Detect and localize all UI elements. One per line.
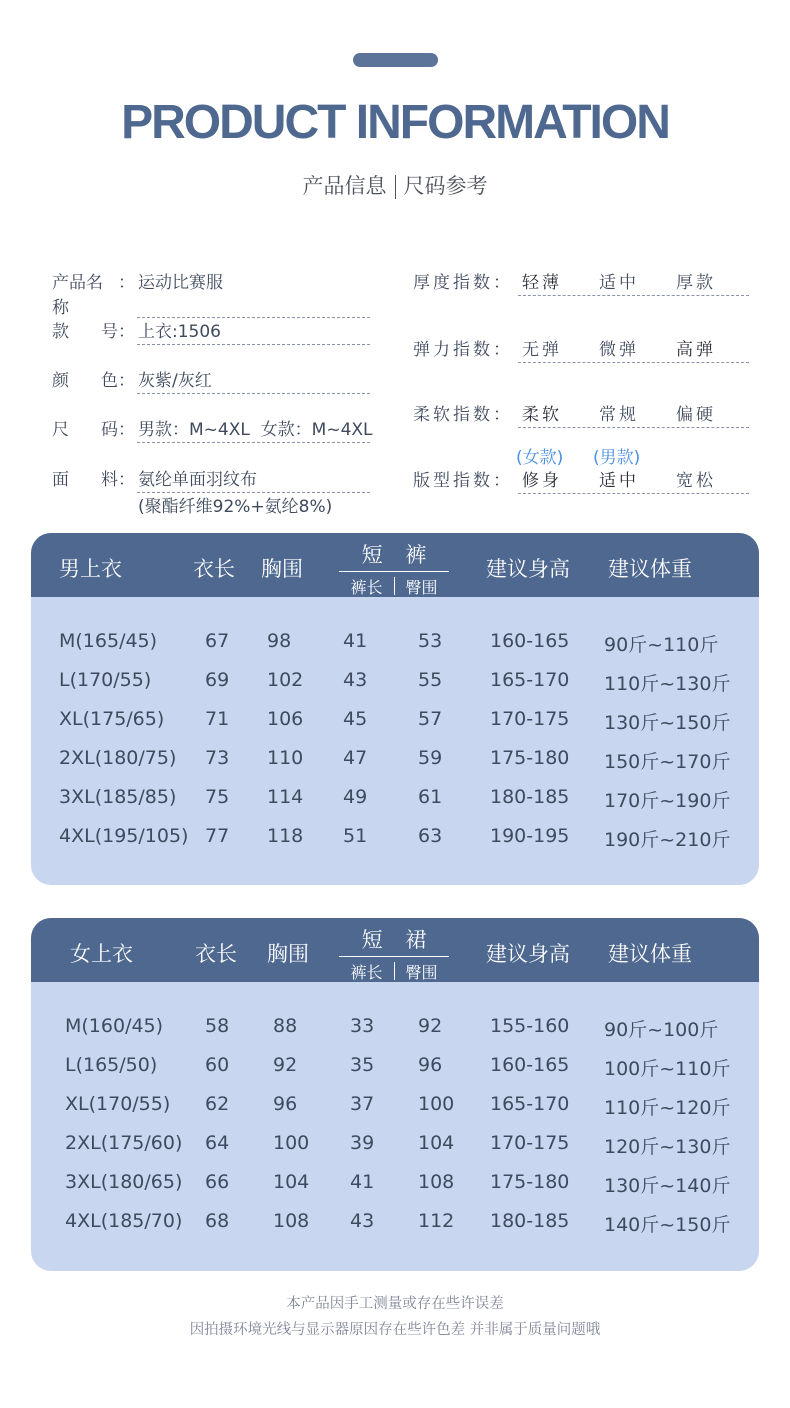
chest-cell: 106 [267, 708, 304, 730]
header-pants-group [339, 539, 449, 597]
height-cell: 165-170 [490, 1093, 570, 1115]
chest-cell: 102 [267, 669, 304, 691]
header-height: 建议身高 [486, 942, 570, 966]
header-pants-length: 裤长 [350, 963, 383, 982]
index-option: 常规 [599, 405, 639, 425]
index-elasticity-row [413, 335, 749, 363]
length-cell: 69 [205, 669, 230, 691]
index-option: 适中 [599, 273, 639, 293]
footer-note-color: 因拍摄环境光线与显示器原因存在些许色差 并非属于质量问题哦 [189, 1322, 601, 1338]
index-option: 轻薄 [522, 273, 562, 293]
hip-cell: 61 [418, 786, 443, 808]
hip-cell: 112 [418, 1210, 455, 1232]
hip-cell: 53 [418, 630, 443, 652]
table-row [31, 1163, 759, 1202]
index-option: 厚款 [676, 273, 716, 293]
chest-cell: 114 [267, 786, 304, 808]
header-pants: 短 裤 [361, 543, 435, 567]
height-cell: 175-180 [490, 1171, 570, 1193]
pants-length-cell: 35 [350, 1054, 375, 1076]
women-table-header [31, 918, 759, 982]
length-cell: 66 [205, 1171, 230, 1193]
height-cell: 190-195 [490, 825, 570, 847]
fit-tag-men: (男款) [593, 448, 641, 468]
header-length: 衣长 [195, 942, 237, 966]
header-pants-length: 裤长 [350, 578, 383, 597]
header-chest: 胸围 [267, 942, 309, 966]
subtitle-divider [395, 175, 396, 199]
chest-cell: 100 [273, 1132, 310, 1154]
weight-cell: 90斤~110斤 [604, 634, 719, 656]
size-cell: 4XL(185/70) [65, 1210, 183, 1232]
length-cell: 67 [205, 630, 230, 652]
chest-cell: 108 [273, 1210, 310, 1232]
table-row [31, 1046, 759, 1085]
size-cell: 3XL(185/85) [59, 786, 177, 808]
index-option: 柔软 [522, 405, 562, 425]
fit-tag-women: (女款) [516, 448, 564, 468]
weight-cell: 130斤~140斤 [604, 1175, 731, 1197]
men-table-header [31, 533, 759, 597]
header-chest: 胸围 [261, 557, 303, 581]
pants-length-cell: 43 [350, 1210, 375, 1232]
pants-length-cell: 41 [350, 1171, 375, 1193]
size-cell: L(165/50) [65, 1054, 158, 1076]
pants-length-cell: 49 [343, 786, 368, 808]
pants-length-cell: 47 [343, 747, 368, 769]
pants-length-cell: 45 [343, 708, 368, 730]
header-item: 男上衣 [59, 557, 122, 581]
index-option: 高弹 [676, 340, 716, 360]
weight-cell: 120斤~130斤 [604, 1136, 731, 1158]
index-thickness-label: 厚度指数： [413, 273, 513, 293]
weight-cell: 100斤~110斤 [604, 1058, 731, 1080]
attr-fabric-composition: (聚酯纤维92%+氨纶8%) [138, 497, 333, 517]
subtitle-size-reference: 尺码参考 [403, 174, 488, 198]
index-elasticity-label: 弹力指数： [413, 340, 513, 360]
weight-cell: 90斤~100斤 [604, 1019, 719, 1041]
height-cell: 160-165 [490, 630, 570, 652]
subtitle-product-info: 产品信息 [302, 174, 387, 198]
attr-name-row [52, 268, 370, 318]
length-cell: 60 [205, 1054, 230, 1076]
hip-cell: 59 [418, 747, 443, 769]
hip-cell: 55 [418, 669, 443, 691]
table-row [31, 1202, 759, 1241]
table-row [31, 778, 759, 817]
hip-cell: 92 [418, 1015, 443, 1037]
attr-size-row [52, 415, 373, 443]
header-weight: 建议体重 [608, 942, 692, 966]
pants-length-cell: 43 [343, 669, 368, 691]
index-option: 无弹 [522, 340, 562, 360]
table-row [31, 1124, 759, 1163]
height-cell: 170-175 [490, 1132, 570, 1154]
attr-code-value: 上衣:1506 [137, 317, 370, 345]
height-cell: 170-175 [490, 708, 570, 730]
table-row [31, 661, 759, 700]
attr-code-row [52, 317, 370, 345]
height-cell: 165-170 [490, 669, 570, 691]
height-cell: 160-165 [490, 1054, 570, 1076]
length-cell: 77 [205, 825, 230, 847]
size-cell: 2XL(175/60) [65, 1132, 183, 1154]
header-height: 建议身高 [486, 557, 570, 581]
length-cell: 68 [205, 1210, 230, 1232]
header-length: 衣长 [193, 557, 235, 581]
men-size-table [31, 533, 759, 885]
header-hip: 臀围 [405, 578, 438, 597]
pants-length-cell: 39 [350, 1132, 375, 1154]
size-cell: 4XL(195/105) [59, 825, 189, 847]
chest-cell: 98 [267, 630, 292, 652]
size-cell: 2XL(180/75) [59, 747, 177, 769]
attr-name-value: 运动比赛服 [137, 268, 370, 318]
pants-length-cell: 33 [350, 1015, 375, 1037]
header-item: 女上衣 [70, 942, 133, 966]
hip-cell: 57 [418, 708, 443, 730]
length-cell: 64 [205, 1132, 230, 1154]
index-fit-row [413, 466, 749, 494]
index-thickness-row [413, 268, 749, 296]
height-cell: 155-160 [490, 1015, 570, 1037]
index-option: 适中 [599, 471, 639, 491]
chest-cell: 110 [267, 747, 304, 769]
pants-length-cell: 37 [350, 1093, 375, 1115]
size-cell: M(160/45) [65, 1015, 164, 1037]
index-option: 偏硬 [676, 405, 716, 425]
table-row [31, 1085, 759, 1124]
pants-length-cell: 51 [343, 825, 368, 847]
women-size-table [31, 918, 759, 1271]
height-cell: 180-185 [490, 1210, 570, 1232]
weight-cell: 150斤~170斤 [604, 751, 731, 773]
chest-cell: 104 [273, 1171, 310, 1193]
hip-cell: 63 [418, 825, 443, 847]
size-cell: XL(175/65) [59, 708, 165, 730]
header-accent-bar [353, 53, 438, 67]
attr-name-label: 产品名称 ： [52, 273, 135, 318]
attr-color-row [52, 366, 370, 394]
index-softness-row [413, 400, 749, 428]
chest-cell: 92 [273, 1054, 298, 1076]
table-row [31, 817, 759, 856]
header-skirt-underline [339, 956, 449, 957]
length-cell: 71 [205, 708, 230, 730]
hip-cell: 100 [418, 1093, 455, 1115]
table-row [31, 1007, 759, 1046]
attr-fabric-label: 面 料： [52, 470, 135, 490]
attr-fabric-row [52, 465, 370, 493]
table-row [31, 700, 759, 739]
size-cell: M(165/45) [59, 630, 158, 652]
weight-cell: 190斤~210斤 [604, 829, 731, 851]
index-option: 宽松 [676, 471, 716, 491]
index-softness-label: 柔软指数： [413, 405, 513, 425]
chest-cell: 88 [273, 1015, 298, 1037]
length-cell: 58 [205, 1015, 230, 1037]
length-cell: 73 [205, 747, 230, 769]
index-option: 微弹 [599, 340, 639, 360]
page-title: PRODUCT INFORMATION [121, 96, 669, 149]
pants-length-cell: 41 [343, 630, 368, 652]
weight-cell: 130斤~150斤 [604, 712, 731, 734]
chest-cell: 96 [273, 1093, 298, 1115]
length-cell: 62 [205, 1093, 230, 1115]
footer-note-measurement: 本产品因手工测量或存在些许误差 [286, 1296, 504, 1312]
weight-cell: 140斤~150斤 [604, 1214, 731, 1236]
attr-color-label: 颜 色： [52, 371, 135, 391]
weight-cell: 110斤~130斤 [604, 673, 731, 695]
header-pants-underline [339, 571, 449, 572]
chest-cell: 118 [267, 825, 304, 847]
table-row [31, 739, 759, 778]
attr-code-label: 款 号： [52, 322, 135, 342]
attr-color-value: 灰紫/灰红 [137, 366, 370, 394]
attr-size-label: 尺 码： [52, 420, 135, 440]
size-cell: XL(170/55) [65, 1093, 171, 1115]
weight-cell: 170斤~190斤 [604, 790, 731, 812]
index-fit-label: 版型指数： [413, 471, 513, 491]
size-cell: L(170/55) [59, 669, 152, 691]
height-cell: 175-180 [490, 747, 570, 769]
header-weight: 建议体重 [608, 557, 692, 581]
attr-fabric-value: 氨纶单面羽纹布 [137, 465, 370, 493]
hip-cell: 96 [418, 1054, 443, 1076]
attr-size-value: 男款：M~4XL 女款：M~4XL [137, 415, 370, 443]
hip-cell: 104 [418, 1132, 455, 1154]
table-row [31, 622, 759, 661]
size-cell: 3XL(180/65) [65, 1171, 183, 1193]
index-option: 修身 [522, 471, 562, 491]
length-cell: 75 [205, 786, 230, 808]
height-cell: 180-185 [490, 786, 570, 808]
hip-cell: 108 [418, 1171, 455, 1193]
header-hip: 臀围 [405, 963, 438, 982]
header-skirt: 短 裙 [361, 928, 435, 952]
header-skirt-group [339, 924, 449, 982]
page-subtitle [0, 170, 790, 200]
weight-cell: 110斤~120斤 [604, 1097, 731, 1119]
